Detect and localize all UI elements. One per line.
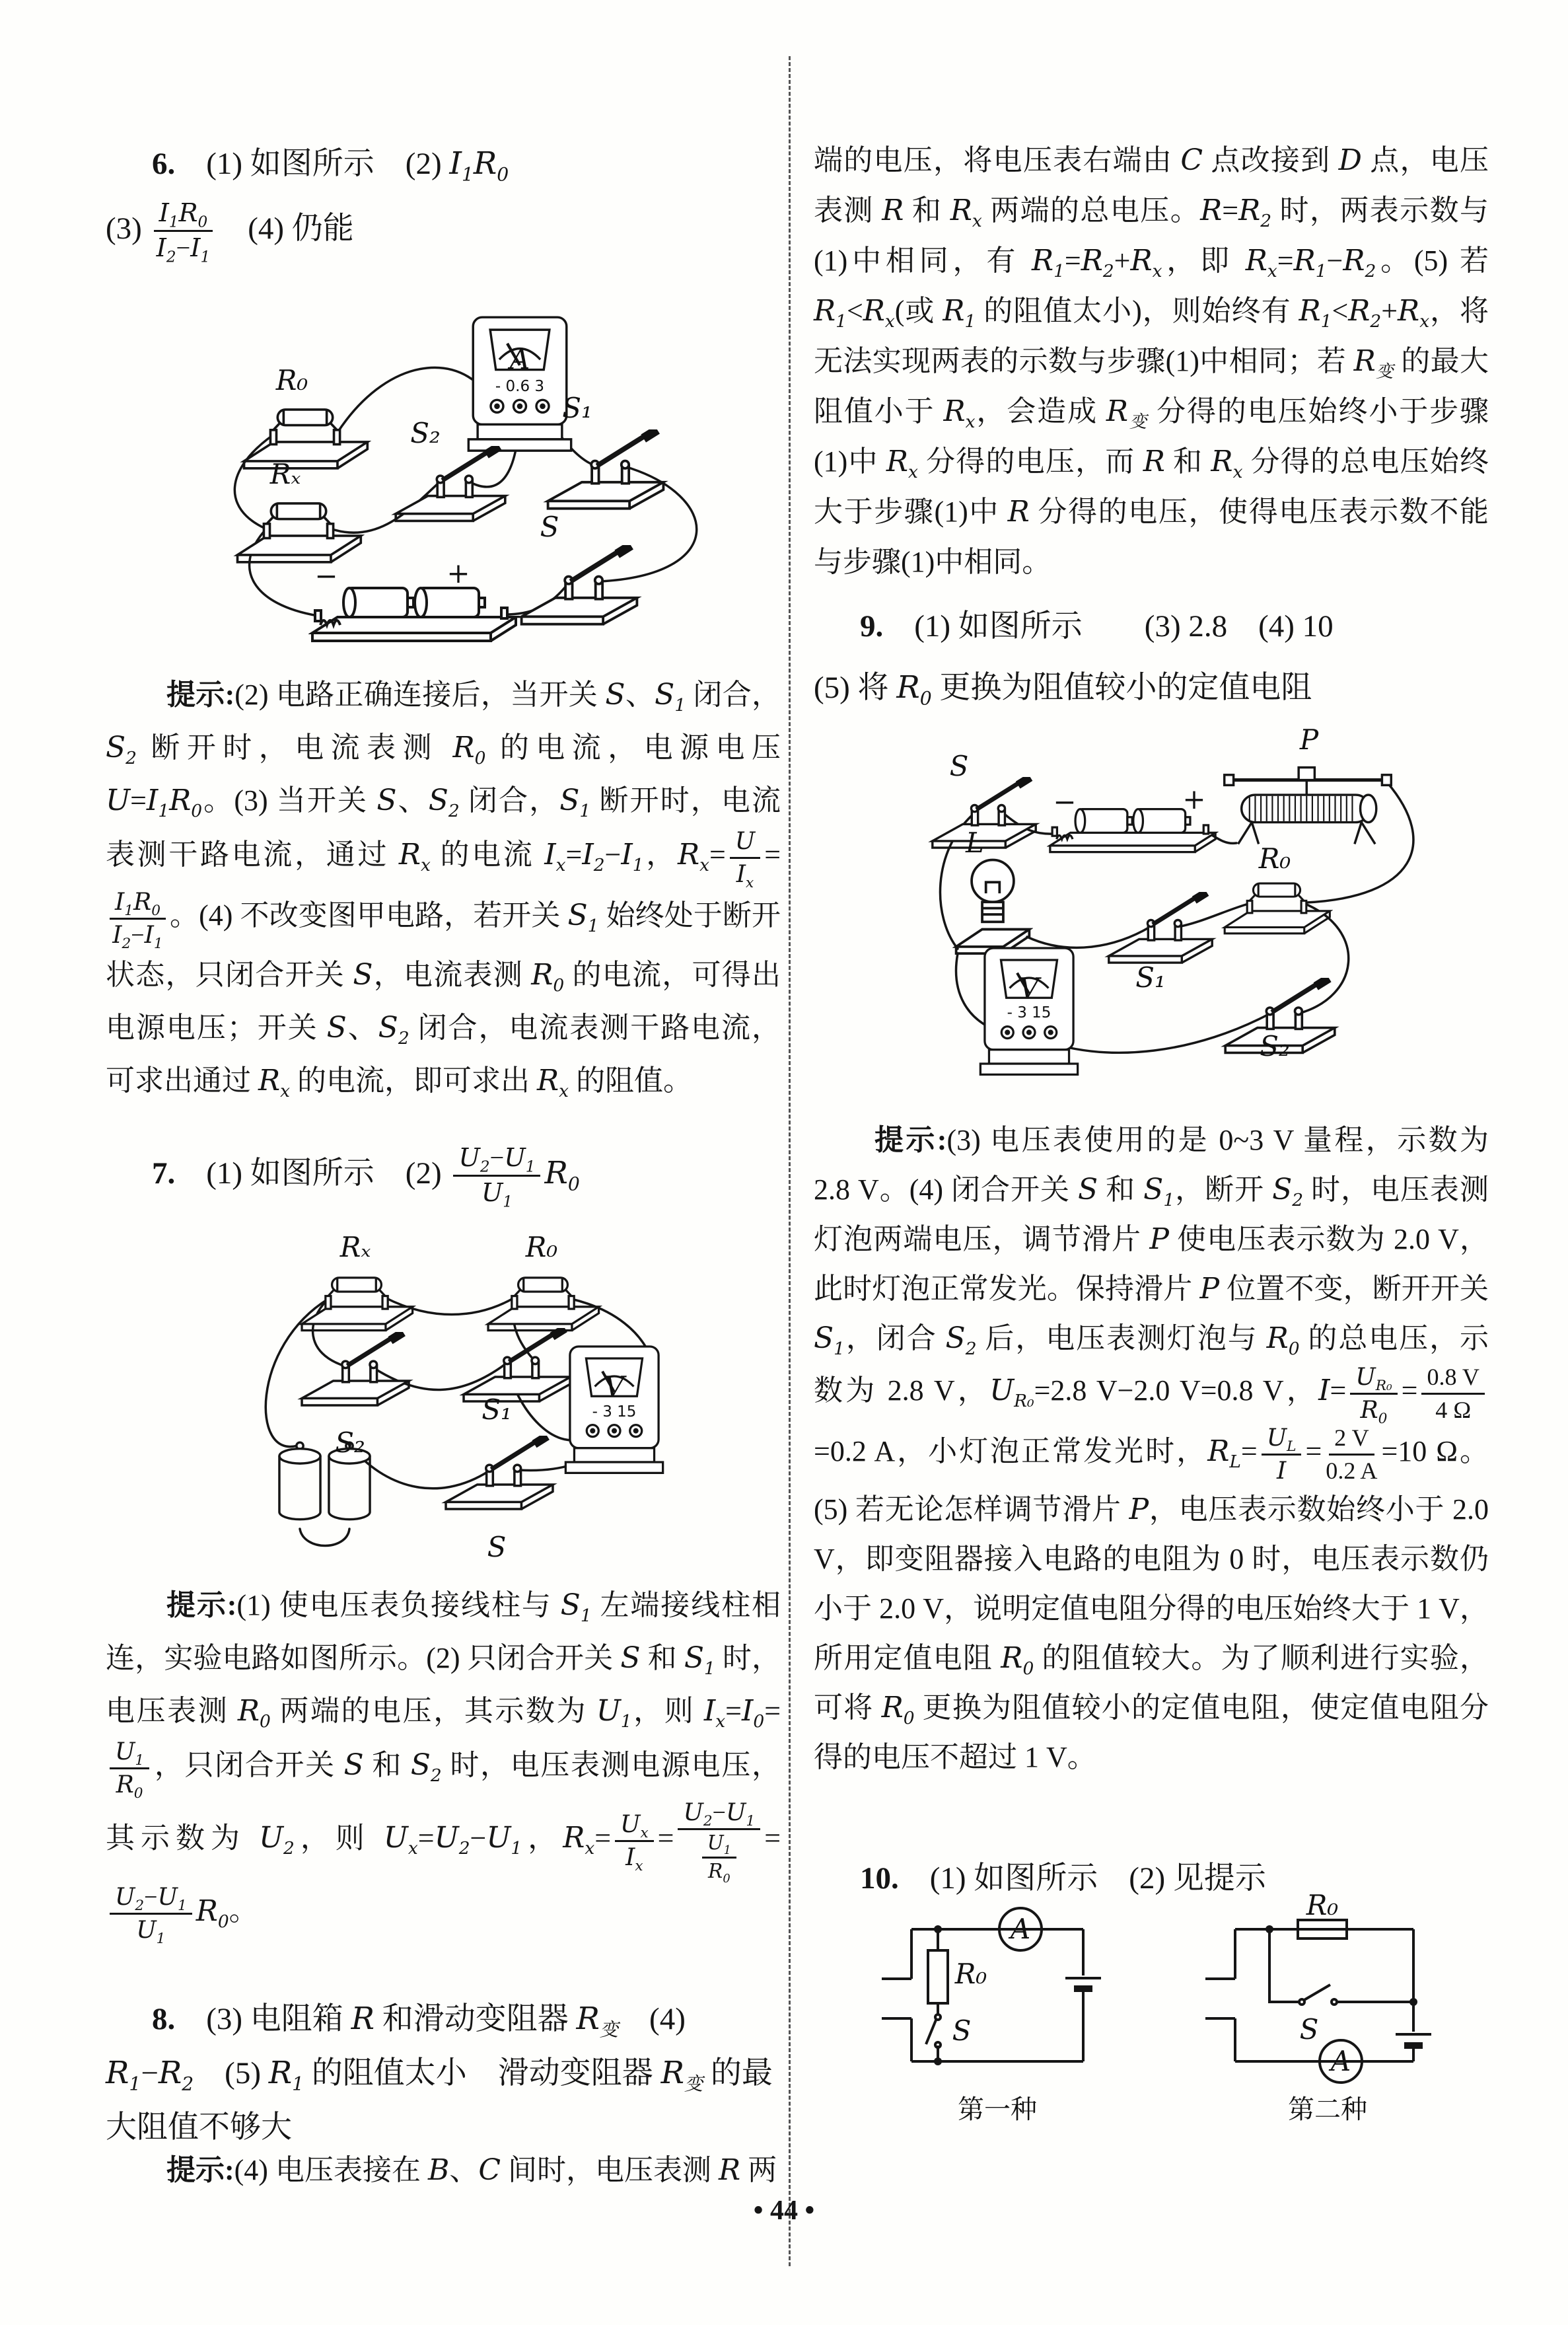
answer-q10-line: 10. (1) 如图所示 (2) 见提示 xyxy=(860,1861,1266,1896)
label-rx: Rₓ xyxy=(269,458,301,490)
label-r0: R₀ xyxy=(1306,1889,1339,1921)
label-s1: S₁ xyxy=(481,1393,512,1426)
voltmeter-letter: V xyxy=(1018,972,1040,1004)
label-s: S xyxy=(487,1531,507,1563)
switch-s2-icon xyxy=(396,443,505,521)
label-p: P xyxy=(1299,723,1319,756)
answer-q7-line: 7. (1) 如图所示 (2) $\frac{U_2-U_1}{U_1}$ $R_0$ xyxy=(152,1143,580,1212)
label-r0: R₀ xyxy=(954,1958,987,1990)
hint-q6: 提示:(2) 电路正确连接后，当开关 S、$S_1$ 闭合，$S_2$ 断开时，电流表测 $R_0$ 的电流，电源电压 $U=I_1R_0$。(3) 当开关 S、$S_2$ 闭合，$S_1$ 断开时，电流表测干路电流，通过 $R_x$ 的电流 $I_x=I_2-I_1$，$R_x=$ $\frac{U}{I_x}$ = $\frac{I_1R_0}{I_2-I_1}$ 。(4) 不改变图甲电路，若开关 $S_1$ 始终处于断开状态，只闭合开关 S，电流表测 $R_0$ 的电流，可得出电源电压；开关 S、$S_2$ 闭合，电流表测干路电流，可求出通过 $R_x$ 的电流，即可求出 $R_x$ 的阻值。 xyxy=(106,678,781,1102)
switch-s-icon xyxy=(933,774,1036,848)
answer-q9-line1: 9. (1) 如图所示 (3) 2.8 (4) 10 xyxy=(860,609,1334,644)
column-divider xyxy=(789,56,791,2266)
switch-s1-icon xyxy=(1109,889,1212,963)
ammeter-letter: A xyxy=(1330,2045,1351,2077)
schematic-second xyxy=(1205,1889,1431,2124)
ammeter-letter: A xyxy=(1010,1913,1031,1945)
hint-q8-continuation: 端的电压，将电压表右端由 C 点改接到 D 点，电压表测 R 和 $R_x$ 两端的总电压。$R=R_2$ 时，两表示数与(1)中相同，有 $R_1=R_2+R_x$，即 $R_x=R_1-R_2$。(5) 若 $R_1<R_x$(或 $R_1$ 的阻值太小)，则始终有 $R_1<R_2+R_x$，将无法实现两表的示数与步骤(1)中相同；若 $R_变$ 的最大阻值小于 $R_x$，会造成 $R_变$ 分得的电压始终小于步骤(1)中 $R_x$ 分得的电压，而 R 和 $R_x$ 分得的总电压始终大于步骤(1)中 R 分得的电压，使得电压表示数不能与步骤(1)中相同。 xyxy=(814,143,1489,578)
voltmeter-scale: - 3 15 xyxy=(1007,1004,1051,1021)
resistor-r0-icon xyxy=(488,1278,599,1331)
hint-q9: 提示:(3) 电压表使用的是 0~3 V 量程，示数为 2.8 V。(4) 闭合开关 S 和 $S_1$，断开 $S_2$ 时，电压表测灯泡两端电压，调节滑片 P 使电压表示数为 2.0 V，此时灯泡正常发光。保持滑片 P 位置不变，断开开关 $S_1$，闭合 $S_2$ 后，电压表测灯泡与 $R_0$ 的总电压，示数为 2.8 V，$U_{R_0}=2.8$ V−2.0 V=0.8 V，I= $\frac{U_{R_0}}{R_0}$ = $\frac{0.8 V}{4 \Omega}$ =0.2 A，小灯泡正常发光时，$R_L=$ $\frac{U_L}{I}$ = $\frac{2 V}{0.2 A}$ =10 Ω。(5) 若无论怎样调节滑片 P，电压表示数始终小于 2.0 V，即变阻器接入电路的电阻为 0 时，电压表示数仍小于 2.0 V，说明定值电阻分得的电压始终大于 1 V，所用定值电阻 $R_0$ 的阻值较大。为了顺利进行实验，可将 $R_0$ 更换为阻值较小的定值电阻，使定值电阻分得的电压不超过 1 V。 xyxy=(814,1124,1489,1774)
answer-q6-line2: (3) $\frac{I_1R_0}{I_2-I_1}$ (4) 仍能 xyxy=(106,198,354,267)
resistor-rx-icon xyxy=(302,1278,413,1331)
label-battery-plus: + xyxy=(446,557,470,589)
label-s: S xyxy=(540,511,559,543)
caption-second: 第二种 xyxy=(1288,2094,1367,2124)
label-l: L xyxy=(966,827,984,859)
label-s: S xyxy=(952,2014,972,2047)
hint-q8-partial: 提示:(4) 电压表接在 B、C 间时，电压表测 R 两 xyxy=(166,2153,777,2187)
label-r0: R₀ xyxy=(525,1231,558,1263)
label-battery-minus: − xyxy=(314,560,338,592)
battery-cell-icon xyxy=(279,1442,320,1519)
label-s1: S₁ xyxy=(562,392,592,424)
label-s2: S₂ xyxy=(335,1426,365,1459)
circuit-diagram-q9 xyxy=(859,712,1493,1089)
label-s1: S₁ xyxy=(1135,961,1166,994)
circuit-diagram-q7 xyxy=(198,1231,766,1571)
label-s: S xyxy=(1299,2013,1319,2046)
answer-q6-line1: 6. (1) 如图所示 (2) $I_1R_0$ xyxy=(152,145,509,186)
label-r0: R₀ xyxy=(1258,842,1291,875)
switch-s2-icon xyxy=(302,1329,409,1405)
rheostat-icon xyxy=(1225,768,1391,844)
label-battery-minus: − xyxy=(1053,786,1077,818)
schematic-first xyxy=(882,1908,1101,2124)
answer-q8: 8. (3) 电阻箱 R 和滑动变阻器 $R_变$ (4) $R_1-R_2$ (5) $R_1$ 的阻值太小 滑动变阻器 $R_变$ 的最大阻值不够大 xyxy=(106,2001,773,2145)
lamp-icon xyxy=(956,860,1030,953)
label-rx: Rₓ xyxy=(339,1231,371,1263)
ammeter-letter: A xyxy=(509,343,530,375)
page-number: • 44 • xyxy=(753,2196,815,2226)
voltmeter-scale: - 3 15 xyxy=(592,1403,637,1421)
label-s2: S₂ xyxy=(1260,1030,1290,1062)
battery-pack-icon xyxy=(312,588,516,641)
voltmeter-letter: V xyxy=(604,1370,625,1403)
hint-q7: 提示:(1) 使电压表负接线柱与 $S_1$ 左端接线柱相连，实验电路如图所示。(2) 只闭合开关 S 和 $S_1$ 时，电压表测 $R_0$ 两端的电压，其示数为 $U_1$，则 $I_x=I_0=$ $\frac{U_1}{R_0}$ ，只闭合开关 S 和 $S_2$ 时，电压表测电源电压，其示数为 $U_2$，则 $U_x=U_2-U_1$，$R_x=$ $\frac{U_x}{I_x}$ = $\frac{U_2-U_1}{\frac{U_1}{R_0}}$ = $\frac{U_2-U_1}{U_1}$ $R_0$。 xyxy=(106,1588,781,1948)
label-s2: S₂ xyxy=(410,417,441,449)
ammeter-scale: - 0.6 3 xyxy=(495,378,545,395)
circuit-diagram-q10 xyxy=(865,1889,1493,2134)
label-battery-plus: + xyxy=(1182,783,1206,815)
caption-first: 第一种 xyxy=(958,2094,1037,2124)
label-r0: R₀ xyxy=(275,364,308,396)
answer-q9-line2: (5) 将 $R_0$ 更换为阻值较小的定值电阻 xyxy=(814,669,1312,710)
circuit-diagram-q6 xyxy=(193,311,774,667)
switch-s-icon xyxy=(522,541,637,624)
label-s: S xyxy=(949,750,969,782)
